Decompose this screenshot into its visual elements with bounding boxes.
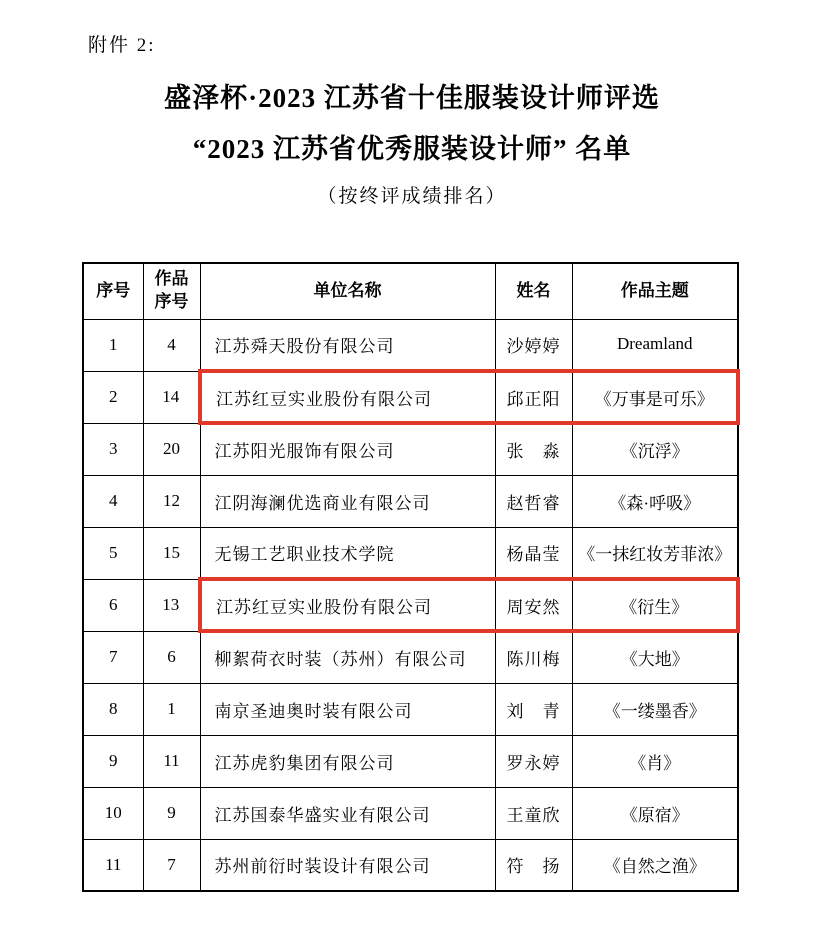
cell-work-no: 4 — [143, 319, 200, 371]
cell-work-no: 13 — [143, 579, 200, 631]
table-row — [83, 319, 738, 371]
table-row — [83, 579, 738, 631]
table-row — [83, 371, 738, 423]
cell-theme: 《森·呼吸》 — [572, 475, 738, 527]
cell-work-no: 1 — [143, 683, 200, 735]
cell-theme: 《肖》 — [572, 735, 738, 787]
cell-work-no: 7 — [143, 839, 200, 891]
cell-work-no: 9 — [143, 787, 200, 839]
cell-work-no: 12 — [143, 475, 200, 527]
cell-theme: 《万事是可乐》 — [572, 371, 738, 423]
document-title-line1: 盛泽杯·2023 江苏省十佳服装设计师评选 — [164, 83, 660, 113]
cell-theme: Dreamland — [572, 319, 738, 371]
cell-index: 3 — [83, 423, 143, 475]
cell-index: 2 — [83, 371, 143, 423]
table-row — [83, 631, 738, 683]
table-row — [83, 475, 738, 527]
cell-work-no: 15 — [143, 527, 200, 579]
cell-name: 邱正阳 — [495, 371, 572, 423]
cell-name: 王童欣 — [495, 787, 572, 839]
cell-company: 江苏国泰华盛实业有限公司 — [200, 787, 495, 839]
cell-name: 符 扬 — [495, 839, 572, 891]
attachment-label: 附件 2: — [88, 35, 156, 56]
table-header-row — [83, 263, 738, 319]
cell-company: 江苏阳光服饰有限公司 — [200, 423, 495, 475]
cell-index: 4 — [83, 475, 143, 527]
cell-index: 10 — [83, 787, 143, 839]
cell-company: 无锡工艺职业技术学院 — [200, 527, 495, 579]
cell-index: 1 — [83, 319, 143, 371]
table-row — [83, 839, 738, 891]
cell-company: 江苏红豆实业股份有限公司 — [200, 371, 495, 423]
cell-index: 11 — [83, 839, 143, 891]
table-row — [83, 683, 738, 735]
cell-name: 杨晶莹 — [495, 527, 572, 579]
cell-work-no: 20 — [143, 423, 200, 475]
cell-name: 刘 青 — [495, 683, 572, 735]
header-company: 单位名称 — [200, 263, 495, 319]
cell-theme: 《衍生》 — [572, 579, 738, 631]
ranking-note: （按终评成绩排名） — [317, 186, 507, 207]
cell-company: 江阴海澜优选商业有限公司 — [200, 475, 495, 527]
cell-name: 沙婷婷 — [495, 319, 572, 371]
cell-theme: 《一缕墨香》 — [572, 683, 738, 735]
cell-theme: 《自然之渔》 — [572, 839, 738, 891]
cell-company: 江苏舜天股份有限公司 — [200, 319, 495, 371]
cell-theme: 《一抹红妆芳菲浓》 — [572, 527, 738, 579]
document-title-line2: “2023 江苏省优秀服装设计师” 名单 — [192, 134, 632, 164]
cell-index: 9 — [83, 735, 143, 787]
cell-company: 苏州前衍时装设计有限公司 — [200, 839, 495, 891]
table-row — [83, 423, 738, 475]
header-name: 姓名 — [495, 263, 572, 319]
header-theme: 作品主题 — [572, 263, 738, 319]
cell-index: 5 — [83, 527, 143, 579]
table-row — [83, 527, 738, 579]
cell-company: 柳絮荷衣时装（苏州）有限公司 — [200, 631, 495, 683]
cell-theme: 《原宿》 — [572, 787, 738, 839]
cell-work-no: 14 — [143, 371, 200, 423]
header-work-no: 作品序号 — [143, 263, 200, 319]
cell-company: 江苏红豆实业股份有限公司 — [200, 579, 495, 631]
cell-theme: 《大地》 — [572, 631, 738, 683]
cell-work-no: 6 — [143, 631, 200, 683]
cell-company: 江苏虎豹集团有限公司 — [200, 735, 495, 787]
cell-theme: 《沉浮》 — [572, 423, 738, 475]
cell-name: 陈川梅 — [495, 631, 572, 683]
cell-name: 赵哲睿 — [495, 475, 572, 527]
cell-name: 罗永婷 — [495, 735, 572, 787]
header-index: 序号 — [83, 263, 143, 319]
cell-work-no: 11 — [143, 735, 200, 787]
table-row — [83, 787, 738, 839]
cell-index: 8 — [83, 683, 143, 735]
cell-name: 张 淼 — [495, 423, 572, 475]
designers-table — [82, 262, 740, 892]
cell-index: 6 — [83, 579, 143, 631]
cell-company: 南京圣迪奥时装有限公司 — [200, 683, 495, 735]
table-row — [83, 735, 738, 787]
cell-name: 周安然 — [495, 579, 572, 631]
cell-index: 7 — [83, 631, 143, 683]
